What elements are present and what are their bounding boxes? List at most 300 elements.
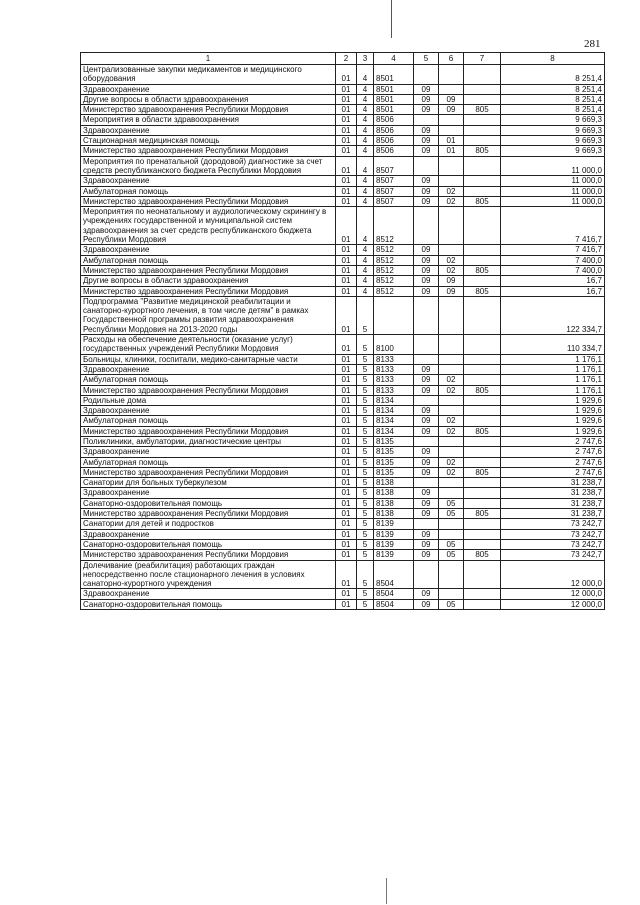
row-col2-cell: 01 (336, 176, 357, 186)
table-row (81, 509, 605, 519)
table-row (81, 265, 605, 275)
row-col5-cell: 09 (414, 186, 439, 196)
row-amount-cell: 16,7 (501, 276, 605, 286)
row-col5-cell (414, 354, 439, 364)
row-col3-cell: 4 (357, 207, 374, 245)
row-col4-cell: 8507 (374, 176, 414, 186)
row-col3-cell: 5 (357, 560, 374, 589)
row-col3-cell: 4 (357, 105, 374, 115)
row-col3-cell: 4 (357, 276, 374, 286)
table-row (81, 84, 605, 94)
row-col7-cell: 805 (464, 509, 501, 519)
row-name-cell: Здравоохранение (81, 364, 336, 374)
row-name-cell: Другие вопросы в области здравоохранения (81, 276, 336, 286)
row-col6-cell: 05 (439, 498, 464, 508)
row-col6-cell (439, 156, 464, 176)
row-col3-cell: 4 (357, 255, 374, 265)
row-col4-cell: 8512 (374, 286, 414, 296)
row-col6-cell (439, 589, 464, 599)
row-amount-cell: 11 000,0 (501, 176, 605, 186)
header-col-3: 3 (357, 53, 374, 65)
row-col3-cell: 5 (357, 467, 374, 477)
row-col5-cell (414, 519, 439, 529)
row-col5-cell: 09 (414, 385, 439, 395)
row-col4-cell: 8133 (374, 354, 414, 364)
row-col7-cell (464, 539, 501, 549)
row-col7-cell (464, 94, 501, 104)
row-col2-cell: 01 (336, 105, 357, 115)
table-row (81, 354, 605, 364)
row-col4-cell: 8512 (374, 207, 414, 245)
row-col6-cell: 02 (439, 467, 464, 477)
row-col2-cell: 01 (336, 539, 357, 549)
row-col2-cell: 01 (336, 196, 357, 206)
table-row (81, 186, 605, 196)
table-row (81, 146, 605, 156)
row-col4-cell: 8506 (374, 125, 414, 135)
row-col2-cell: 01 (336, 599, 357, 609)
row-col4-cell: 8139 (374, 519, 414, 529)
row-col2-cell: 01 (336, 265, 357, 275)
row-col6-cell (439, 245, 464, 255)
row-name-cell: Министерство здравоохранения Республики Мордовия (81, 550, 336, 560)
row-col6-cell (439, 125, 464, 135)
row-col7-cell (464, 457, 501, 467)
row-col4-cell: 8134 (374, 395, 414, 405)
table-row (81, 196, 605, 206)
row-col7-cell (464, 207, 501, 245)
row-col7-cell: 805 (464, 146, 501, 156)
row-col7-cell (464, 395, 501, 405)
row-col2-cell: 01 (336, 354, 357, 364)
row-col3-cell: 5 (357, 296, 374, 334)
row-amount-cell: 73 242,7 (501, 529, 605, 539)
row-col4-cell: 8134 (374, 426, 414, 436)
row-col5-cell: 09 (414, 136, 439, 146)
row-col3-cell: 5 (357, 550, 374, 560)
row-col4-cell: 8506 (374, 146, 414, 156)
table-row (81, 105, 605, 115)
row-col6-cell: 02 (439, 375, 464, 385)
row-col7-cell (464, 436, 501, 446)
row-amount-cell: 8 251,4 (501, 65, 605, 85)
row-col7-cell: 805 (464, 426, 501, 436)
row-col7-cell (464, 589, 501, 599)
row-col4-cell: 8135 (374, 447, 414, 457)
row-col3-cell: 4 (357, 156, 374, 176)
table-row (81, 276, 605, 286)
row-amount-cell: 1 929,6 (501, 426, 605, 436)
row-col6-cell (439, 488, 464, 498)
row-name-cell: Подпрограмма "Развитие медицинской реабилитации и санаторно-курортного лечения, в том числе детям" в рамках Государственной программы развития здравоохранения Республики Мордовия на 2013-2020 годы (81, 296, 336, 334)
row-name-cell: Здравоохранение (81, 84, 336, 94)
row-col7-cell (464, 560, 501, 589)
row-col6-cell (439, 65, 464, 85)
row-col2-cell: 01 (336, 286, 357, 296)
row-col6-cell: 09 (439, 94, 464, 104)
row-col6-cell (439, 364, 464, 374)
row-col3-cell: 5 (357, 335, 374, 355)
row-col4-cell: 8512 (374, 265, 414, 275)
row-col2-cell: 01 (336, 146, 357, 156)
row-col4-cell: 8507 (374, 196, 414, 206)
row-col5-cell: 09 (414, 550, 439, 560)
row-col6-cell (439, 296, 464, 334)
row-col4-cell: 8506 (374, 136, 414, 146)
row-col3-cell: 4 (357, 136, 374, 146)
table-row (81, 286, 605, 296)
row-col6-cell: 02 (439, 426, 464, 436)
row-name-cell: Министерство здравоохранения Республики Мордовия (81, 286, 336, 296)
row-name-cell: Долечивание (реабилитация) работающих граждан непосредственно после стационарного лечения в условиях санаторно-курортного учреждения (81, 560, 336, 589)
row-col4-cell: 8138 (374, 509, 414, 519)
table-row (81, 457, 605, 467)
row-col5-cell: 09 (414, 94, 439, 104)
table-row (81, 125, 605, 135)
row-amount-cell: 1 929,6 (501, 406, 605, 416)
row-name-cell: Здравоохранение (81, 245, 336, 255)
row-col7-cell (464, 176, 501, 186)
row-col2-cell: 01 (336, 436, 357, 446)
row-col6-cell: 09 (439, 105, 464, 115)
row-col5-cell: 09 (414, 176, 439, 186)
row-name-cell: Амбулаторная помощь (81, 186, 336, 196)
row-col2-cell: 01 (336, 186, 357, 196)
row-col2-cell: 01 (336, 255, 357, 265)
row-col5-cell: 09 (414, 488, 439, 498)
row-col7-cell (464, 125, 501, 135)
row-col4-cell: 8134 (374, 416, 414, 426)
row-col3-cell: 4 (357, 176, 374, 186)
table-row (81, 589, 605, 599)
row-col7-cell (464, 136, 501, 146)
row-col7-cell (464, 447, 501, 457)
row-col4-cell: 8512 (374, 276, 414, 286)
row-col3-cell: 5 (357, 385, 374, 395)
row-col5-cell: 09 (414, 364, 439, 374)
row-amount-cell: 31 238,7 (501, 509, 605, 519)
row-amount-cell: 11 000,0 (501, 196, 605, 206)
row-col5-cell: 09 (414, 255, 439, 265)
row-col3-cell: 5 (357, 488, 374, 498)
row-col3-cell: 5 (357, 478, 374, 488)
row-col6-cell: 05 (439, 539, 464, 549)
row-name-cell: Амбулаторная помощь (81, 457, 336, 467)
row-col6-cell: 02 (439, 265, 464, 275)
row-col5-cell: 09 (414, 375, 439, 385)
row-col6-cell: 01 (439, 146, 464, 156)
table-row (81, 385, 605, 395)
table-row (81, 255, 605, 265)
row-col3-cell: 5 (357, 457, 374, 467)
row-col2-cell: 01 (336, 519, 357, 529)
row-col5-cell: 09 (414, 457, 439, 467)
row-col6-cell (439, 395, 464, 405)
table-row (81, 406, 605, 416)
row-amount-cell: 8 251,4 (501, 94, 605, 104)
header-col-8: 8 (501, 53, 605, 65)
row-name-cell: Министерство здравоохранения Республики Мордовия (81, 265, 336, 275)
header-col-7: 7 (464, 53, 501, 65)
row-col4-cell: 8133 (374, 364, 414, 374)
row-name-cell: Здравоохранение (81, 529, 336, 539)
row-col7-cell (464, 156, 501, 176)
row-col7-cell (464, 296, 501, 334)
row-col4-cell: 8501 (374, 65, 414, 85)
row-amount-cell: 11 000,0 (501, 186, 605, 196)
row-name-cell: Мероприятия в области здравоохранения (81, 115, 336, 125)
row-name-cell: Амбулаторная помощь (81, 255, 336, 265)
row-col6-cell (439, 447, 464, 457)
budget-table (80, 52, 605, 610)
row-col2-cell: 01 (336, 509, 357, 519)
row-amount-cell: 1 176,1 (501, 385, 605, 395)
row-col7-cell (464, 529, 501, 539)
row-amount-cell: 1 176,1 (501, 364, 605, 374)
row-col5-cell (414, 395, 439, 405)
row-col2-cell: 01 (336, 395, 357, 405)
row-col6-cell (439, 406, 464, 416)
row-col3-cell: 5 (357, 539, 374, 549)
table-row (81, 136, 605, 146)
row-name-cell: Санаторно-оздоровительная помощь (81, 498, 336, 508)
row-col6-cell: 02 (439, 416, 464, 426)
row-name-cell: Здравоохранение (81, 125, 336, 135)
row-col6-cell: 01 (439, 136, 464, 146)
row-col5-cell: 09 (414, 84, 439, 94)
row-col7-cell (464, 599, 501, 609)
row-col6-cell: 02 (439, 385, 464, 395)
row-name-cell: Другие вопросы в области здравоохранения (81, 94, 336, 104)
row-amount-cell: 73 242,7 (501, 519, 605, 529)
row-col4-cell: 8134 (374, 406, 414, 416)
row-col5-cell: 09 (414, 406, 439, 416)
header-col-4: 4 (374, 53, 414, 65)
row-col3-cell: 5 (357, 416, 374, 426)
row-col2-cell: 01 (336, 467, 357, 477)
row-col2-cell: 01 (336, 136, 357, 146)
row-name-cell: Министерство здравоохранения Республики Мордовия (81, 509, 336, 519)
row-col5-cell (414, 207, 439, 245)
row-col4-cell: 8138 (374, 498, 414, 508)
row-col6-cell (439, 519, 464, 529)
row-col7-cell (464, 84, 501, 94)
row-col6-cell (439, 529, 464, 539)
table-row (81, 426, 605, 436)
row-amount-cell: 12 000,0 (501, 589, 605, 599)
row-col4-cell: 8139 (374, 539, 414, 549)
row-col4-cell: 8506 (374, 115, 414, 125)
table-header-row (81, 53, 605, 65)
row-amount-cell: 122 334,7 (501, 296, 605, 334)
table-row (81, 156, 605, 176)
row-col2-cell: 01 (336, 84, 357, 94)
row-name-cell: Санаторно-оздоровительная помощь (81, 539, 336, 549)
row-amount-cell: 31 238,7 (501, 498, 605, 508)
row-col5-cell: 09 (414, 416, 439, 426)
row-name-cell: Родильные дома (81, 395, 336, 405)
row-col2-cell: 01 (336, 426, 357, 436)
row-col4-cell: 8504 (374, 560, 414, 589)
row-col3-cell: 5 (357, 589, 374, 599)
row-col5-cell: 09 (414, 589, 439, 599)
row-amount-cell: 1 929,6 (501, 395, 605, 405)
row-col3-cell: 5 (357, 498, 374, 508)
row-col2-cell: 01 (336, 115, 357, 125)
row-col7-cell (464, 406, 501, 416)
row-amount-cell: 12 000,0 (501, 599, 605, 609)
row-amount-cell: 8 251,4 (501, 105, 605, 115)
row-col4-cell: 8133 (374, 375, 414, 385)
row-col6-cell: 02 (439, 196, 464, 206)
row-col5-cell (414, 156, 439, 176)
row-col5-cell: 09 (414, 105, 439, 115)
row-amount-cell: 9 669,3 (501, 115, 605, 125)
row-col2-cell: 01 (336, 406, 357, 416)
row-col6-cell: 02 (439, 186, 464, 196)
row-col7-cell (464, 375, 501, 385)
header-col-6: 6 (439, 53, 464, 65)
row-col7-cell (464, 186, 501, 196)
table-row (81, 395, 605, 405)
row-col3-cell: 5 (357, 375, 374, 385)
header-col-2: 2 (336, 53, 357, 65)
row-amount-cell: 31 238,7 (501, 478, 605, 488)
row-name-cell: Министерство здравоохранения Республики Мордовия (81, 196, 336, 206)
row-col4-cell: 8507 (374, 186, 414, 196)
row-amount-cell: 7 416,7 (501, 207, 605, 245)
row-col2-cell: 01 (336, 385, 357, 395)
row-col4-cell: 8133 (374, 385, 414, 395)
row-col5-cell: 09 (414, 286, 439, 296)
row-col3-cell: 5 (357, 529, 374, 539)
row-col7-cell (464, 519, 501, 529)
row-name-cell: Министерство здравоохранения Республики Мордовия (81, 105, 336, 115)
row-col6-cell: 05 (439, 509, 464, 519)
row-col3-cell: 4 (357, 196, 374, 206)
row-col5-cell: 09 (414, 467, 439, 477)
table-row (81, 447, 605, 457)
table-row (81, 599, 605, 609)
row-col6-cell: 09 (439, 286, 464, 296)
row-col3-cell: 4 (357, 94, 374, 104)
row-col2-cell: 01 (336, 245, 357, 255)
row-col2-cell: 01 (336, 364, 357, 374)
row-col6-cell (439, 176, 464, 186)
row-col2-cell: 01 (336, 207, 357, 245)
page-number: 281 (584, 38, 601, 50)
row-col3-cell: 5 (357, 426, 374, 436)
row-amount-cell: 1 929,6 (501, 416, 605, 426)
row-col7-cell (464, 255, 501, 265)
row-col6-cell: 05 (439, 550, 464, 560)
row-amount-cell: 2 747,6 (501, 436, 605, 446)
row-amount-cell: 7 400,0 (501, 265, 605, 275)
row-col4-cell: 8135 (374, 457, 414, 467)
row-amount-cell: 2 747,6 (501, 447, 605, 457)
row-col6-cell (439, 115, 464, 125)
row-col4-cell: 8512 (374, 255, 414, 265)
row-amount-cell: 12 000,0 (501, 560, 605, 589)
row-amount-cell: 2 747,6 (501, 467, 605, 477)
table-row (81, 498, 605, 508)
row-name-cell: Министерство здравоохранения Республики Мордовия (81, 146, 336, 156)
row-col5-cell: 09 (414, 539, 439, 549)
row-col6-cell (439, 354, 464, 364)
row-name-cell: Здравоохранение (81, 406, 336, 416)
table-row (81, 416, 605, 426)
row-col3-cell: 5 (357, 447, 374, 457)
row-col5-cell (414, 436, 439, 446)
row-name-cell: Стационарная медицинская помощь (81, 136, 336, 146)
row-name-cell: Поликлиники, амбулатории, диагностические центры (81, 436, 336, 446)
row-col5-cell: 09 (414, 509, 439, 519)
row-col3-cell: 4 (357, 65, 374, 85)
row-name-cell: Здравоохранение (81, 447, 336, 457)
row-amount-cell: 7 416,7 (501, 245, 605, 255)
table-row (81, 335, 605, 355)
row-amount-cell: 9 669,3 (501, 136, 605, 146)
row-amount-cell: 2 747,6 (501, 457, 605, 467)
row-col2-cell: 01 (336, 416, 357, 426)
row-col3-cell: 5 (357, 519, 374, 529)
row-col7-cell: 805 (464, 105, 501, 115)
row-col3-cell: 5 (357, 354, 374, 364)
row-col3-cell: 5 (357, 436, 374, 446)
row-col4-cell: 8138 (374, 488, 414, 498)
row-amount-cell: 16,7 (501, 286, 605, 296)
table-row (81, 488, 605, 498)
row-col4-cell: 8138 (374, 478, 414, 488)
row-col4-cell: 8139 (374, 529, 414, 539)
row-col3-cell: 5 (357, 406, 374, 416)
row-amount-cell: 11 000,0 (501, 156, 605, 176)
row-col7-cell (464, 115, 501, 125)
row-name-cell: Санаторно-оздоровительная помощь (81, 599, 336, 609)
table-row (81, 296, 605, 334)
binding-mark-top (391, 0, 392, 38)
binding-mark-bottom (386, 878, 387, 904)
row-col2-cell: 01 (336, 156, 357, 176)
row-col5-cell (414, 335, 439, 355)
row-col4-cell: 8501 (374, 84, 414, 94)
row-col5-cell: 09 (414, 196, 439, 206)
row-col4-cell: 8507 (374, 156, 414, 176)
row-col7-cell: 805 (464, 196, 501, 206)
row-col2-cell: 01 (336, 529, 357, 539)
row-col4-cell: 8512 (374, 245, 414, 255)
row-name-cell: Амбулаторная помощь (81, 375, 336, 385)
row-col2-cell: 01 (336, 296, 357, 334)
row-col3-cell: 4 (357, 146, 374, 156)
row-col2-cell: 01 (336, 94, 357, 104)
row-col7-cell: 805 (464, 385, 501, 395)
row-amount-cell: 9 669,3 (501, 146, 605, 156)
row-col5-cell (414, 115, 439, 125)
table-row (81, 550, 605, 560)
row-col6-cell: 05 (439, 599, 464, 609)
row-col3-cell: 4 (357, 115, 374, 125)
table-row (81, 560, 605, 589)
header-col-1: 1 (81, 53, 336, 65)
row-col4-cell: 8504 (374, 599, 414, 609)
row-name-cell: Мероприятия по пренатальной (дородовой) диагностике за счет средств республиканского бюджета Республики Мордовия (81, 156, 336, 176)
row-col7-cell (464, 488, 501, 498)
table-body (81, 65, 605, 610)
row-col2-cell: 01 (336, 276, 357, 286)
row-col3-cell: 5 (357, 395, 374, 405)
row-name-cell: Министерство здравоохранения Республики Мордовия (81, 426, 336, 436)
